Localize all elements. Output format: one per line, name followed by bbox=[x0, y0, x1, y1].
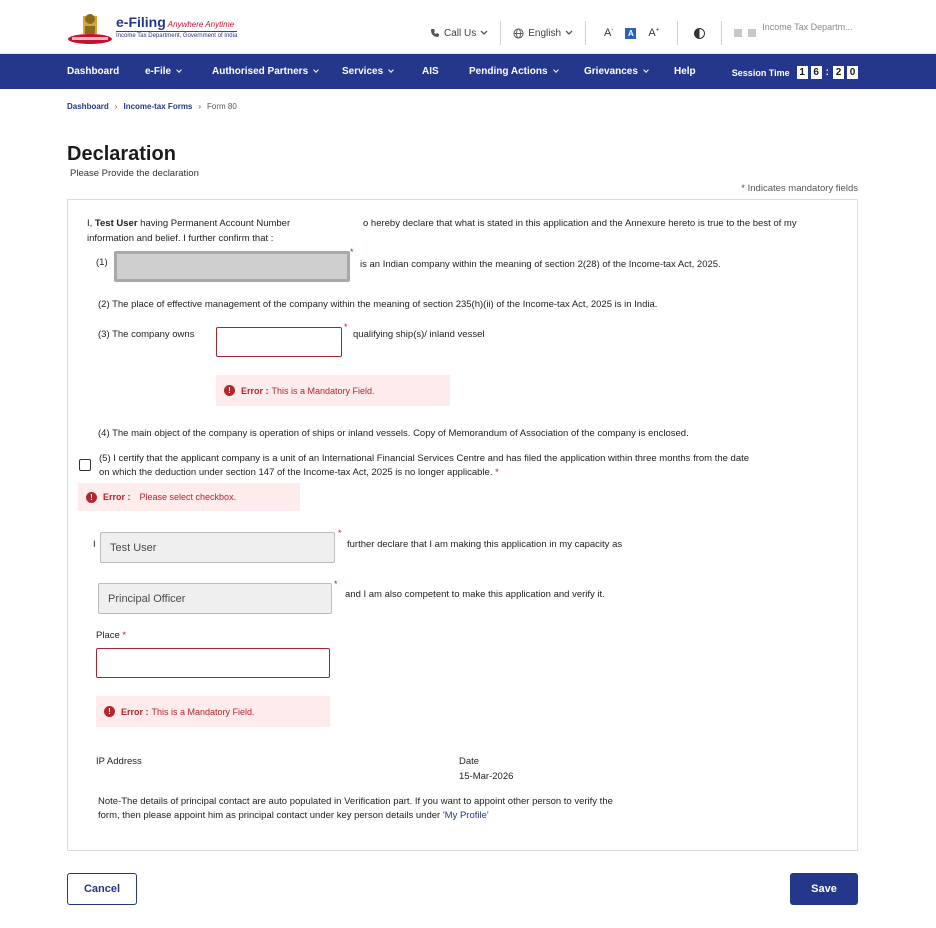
error-message: Please select checkbox. bbox=[139, 492, 237, 502]
error-icon: ! bbox=[86, 492, 97, 503]
session-digit: 1 bbox=[797, 66, 808, 79]
session-colon: : bbox=[825, 67, 829, 78]
place-error bbox=[96, 696, 330, 727]
session-label: Session Time bbox=[731, 67, 790, 78]
chevron-down-icon bbox=[176, 67, 182, 73]
required-star: * bbox=[122, 630, 127, 641]
intro-mid: having Permanent Account Number bbox=[137, 218, 291, 229]
nav-help[interactable] bbox=[674, 66, 696, 77]
globe-icon bbox=[513, 28, 524, 39]
blurred-icon bbox=[748, 29, 756, 37]
item-5-line-1: (5) I certify that the applicant company is a unit of an International Financial Services Centre and has filed the application within three months from the date bbox=[99, 453, 750, 464]
chevron-down-icon bbox=[553, 67, 559, 73]
save-button[interactable]: Save bbox=[790, 873, 858, 905]
error-label: Error : bbox=[121, 706, 149, 717]
required-star: * bbox=[495, 467, 499, 478]
language-dropdown[interactable] bbox=[513, 22, 573, 44]
nav-label: Grievances bbox=[584, 66, 638, 77]
session-digit: 0 bbox=[847, 66, 858, 79]
blurred-icon bbox=[734, 29, 742, 37]
mandatory-note-text: Indicates mandatory fields bbox=[747, 183, 858, 194]
chevron-down-icon bbox=[643, 67, 649, 73]
place-input[interactable] bbox=[96, 648, 330, 678]
session-timer bbox=[732, 66, 858, 79]
language-label: English bbox=[528, 27, 562, 39]
intro-line-1-suffix: o hereby declare that what is stated in this application and the Annexure hereto is true to the best of my bbox=[363, 218, 797, 229]
intro-user-name: Test User bbox=[94, 218, 138, 229]
capacity-field: Principal Officer bbox=[98, 583, 332, 614]
user-profile-blurred[interactable]: Income Tax Departm... bbox=[762, 22, 853, 32]
error-message: This is a Mandatory Field. bbox=[271, 385, 375, 396]
divider bbox=[585, 21, 586, 45]
decl-text-2: and I am also competent to make this application and verify it. bbox=[345, 589, 605, 600]
font-normal-button[interactable]: A bbox=[625, 28, 636, 39]
place-label-text: Place bbox=[96, 630, 120, 641]
breadcrumb-dashboard[interactable]: Dashboard bbox=[67, 102, 109, 111]
note-line-2 bbox=[98, 809, 489, 822]
required-star: * bbox=[338, 528, 342, 538]
brand-tagline: Anywhere Anytime bbox=[167, 20, 235, 29]
breadcrumb-income-tax-forms[interactable]: Income-tax Forms bbox=[123, 102, 193, 111]
item-2-text: (2) The place of effective management of the company within the meaning of section 235(h)(ii) of the Income-tax Act, 2025 is in India. bbox=[98, 299, 658, 310]
divider bbox=[721, 21, 722, 45]
item-4-text: (4) The main object of the company is operation of ships or inland vessels. Copy of Memorandum of Association of the company is enclosed. bbox=[98, 428, 689, 439]
page-title: Declaration bbox=[67, 143, 176, 165]
nav-pending-actions[interactable] bbox=[469, 66, 558, 77]
checkbox-error bbox=[78, 483, 300, 511]
note-line-1: Note-The details of principal contact are auto populated in Verification part. If you want to appoint other person to verify the bbox=[98, 796, 613, 807]
declaration-form bbox=[67, 199, 858, 851]
call-us-dropdown[interactable] bbox=[430, 22, 488, 44]
item-1-number: (1) bbox=[96, 257, 108, 268]
session-digit: 6 bbox=[811, 66, 822, 79]
required-star: * bbox=[741, 183, 745, 194]
chevron-down-icon bbox=[313, 67, 319, 73]
header-tools bbox=[430, 18, 853, 48]
company-name-field-masked[interactable] bbox=[114, 251, 350, 282]
intro-line-1 bbox=[87, 217, 290, 230]
ifsc-certify-checkbox[interactable] bbox=[79, 459, 91, 471]
session-digit: 2 bbox=[833, 66, 844, 79]
page-subtitle: Please Provide the declaration bbox=[70, 168, 199, 179]
error-message: This is a Mandatory Field. bbox=[151, 706, 255, 717]
intro-prefix: I, bbox=[87, 218, 95, 229]
chevron-down-icon bbox=[565, 30, 573, 36]
item-5-line-2 bbox=[99, 466, 499, 479]
nav-label: Dashboard bbox=[67, 66, 120, 77]
efiling-logo[interactable] bbox=[66, 10, 236, 46]
font-decrease-label: A bbox=[604, 27, 612, 39]
brand-title: e-Filing bbox=[116, 14, 166, 30]
ip-address-label: IP Address bbox=[96, 756, 142, 767]
nav-services[interactable] bbox=[342, 66, 393, 77]
breadcrumb-current: Form 80 bbox=[207, 102, 237, 111]
intro-line-2: information and belief. I further confirm that : bbox=[87, 233, 274, 244]
chevron-down-icon bbox=[480, 30, 488, 36]
nav-label: Services bbox=[342, 66, 384, 77]
chevron-down-icon bbox=[388, 67, 394, 73]
nav-label: Pending Actions bbox=[469, 66, 548, 77]
font-decrease-button[interactable]: A- bbox=[604, 27, 614, 39]
date-value: 15-Mar-2026 bbox=[459, 771, 514, 782]
error-label: Error : bbox=[241, 385, 269, 396]
nav-label: Help bbox=[674, 66, 696, 77]
nav-efile[interactable] bbox=[145, 66, 181, 77]
divider bbox=[677, 21, 678, 45]
place-label bbox=[96, 629, 126, 642]
item-1-text: is an Indian company within the meaning of section 2(28) of the Income-tax Act, 2025. bbox=[360, 259, 721, 270]
font-increase-button[interactable]: A+ bbox=[648, 27, 660, 39]
item-3-suffix: qualifying ship(s)/ inland vessel bbox=[353, 329, 485, 340]
required-star: * bbox=[334, 579, 338, 589]
nav-authorised-partners[interactable] bbox=[212, 66, 318, 77]
breadcrumb-separator: › bbox=[114, 102, 118, 111]
nav-label: AIS bbox=[422, 66, 439, 77]
contrast-toggle-icon[interactable] bbox=[694, 28, 705, 39]
nav-dashboard[interactable] bbox=[67, 66, 119, 77]
nav-grievances[interactable] bbox=[584, 66, 648, 77]
my-profile-link[interactable]: 'My Profile' bbox=[442, 810, 489, 821]
required-star: * bbox=[344, 322, 348, 332]
ship-count-input[interactable] bbox=[216, 327, 342, 357]
error-icon: ! bbox=[224, 385, 235, 396]
brand-name bbox=[116, 14, 234, 30]
declarant-name-field: Test User bbox=[100, 532, 335, 563]
required-star: * bbox=[350, 247, 354, 257]
date-label: Date bbox=[459, 756, 480, 767]
emblem-icon bbox=[66, 10, 114, 46]
brand-subtitle: Income Tax Department, Government of India bbox=[116, 33, 238, 39]
breadcrumb-separator: › bbox=[198, 102, 202, 111]
item-3-prefix: (3) The company owns bbox=[98, 329, 195, 340]
nav-label: e-File bbox=[145, 66, 172, 77]
top-header bbox=[0, 0, 936, 54]
error-label: Error : bbox=[103, 492, 131, 502]
mandatory-note bbox=[741, 183, 858, 194]
ship-count-error bbox=[216, 375, 450, 406]
call-us-label: Call Us bbox=[444, 27, 477, 39]
nav-ais[interactable] bbox=[422, 66, 439, 77]
breadcrumb bbox=[67, 102, 237, 111]
divider bbox=[500, 21, 501, 45]
item-5-line-2-text: on which the deduction under section 147 of the Income-tax Act, 2025 is no longer applicable. bbox=[99, 467, 493, 478]
error-icon: ! bbox=[104, 706, 115, 717]
font-increase-label: A bbox=[648, 27, 656, 39]
cancel-button[interactable]: Cancel bbox=[67, 873, 137, 905]
nav-label: Authorised Partners bbox=[212, 66, 309, 77]
phone-icon bbox=[430, 28, 440, 38]
decl-i: I bbox=[93, 539, 96, 550]
decl-text-1: further declare that I am making this application in my capacity as bbox=[347, 539, 623, 550]
note-line-2-text: form, then please appoint him as principal contact under key person details under bbox=[98, 810, 443, 821]
main-navigation bbox=[0, 54, 936, 89]
